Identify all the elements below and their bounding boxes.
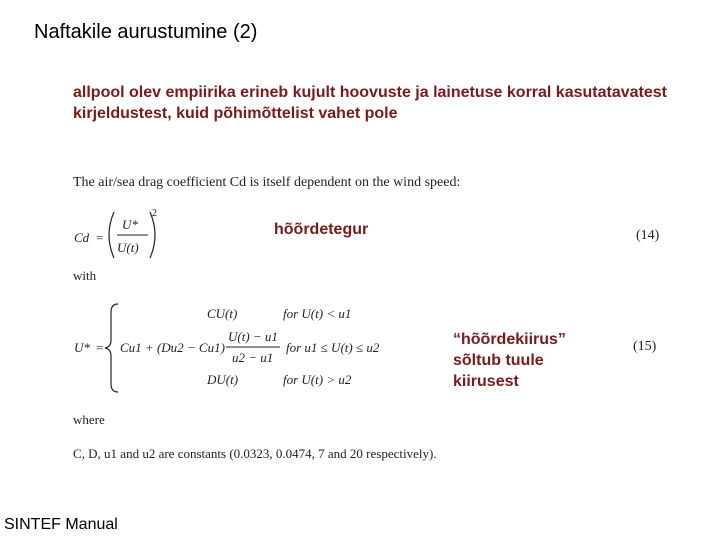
eq15-number: (15) — [633, 339, 657, 354]
drag-coefficient-note: hõõrdetegur — [274, 221, 369, 238]
slide-subtitle: allpool olev empiirika erineb kujult hoovuste ja lainetuse korral kasutatavatest kirjeldustest, kuid põhimõttelist vahet pole — [73, 84, 667, 122]
eq14-number: (14) — [636, 228, 660, 243]
eq14-numerator: U* — [122, 217, 138, 232]
eq15-case2-expr: Cu1 + (Du2 − Cu1) — [120, 340, 225, 355]
eq15-case2-cond: for u1 ≤ U(t) ≤ u2 — [286, 340, 380, 355]
eq14-lhs: Cd — [74, 230, 90, 245]
friction-velocity-note-line2: sõltub tuule — [453, 352, 544, 369]
eq15-case1-cond: for U(t) < u1 — [283, 306, 352, 321]
equation-intro: The air/sea drag coefficient Cd is itself dependent on the wind speed: — [73, 175, 461, 190]
eq15-case3-cond: for U(t) > u2 — [283, 372, 352, 387]
eq14-power: 2 — [152, 208, 157, 219]
constants-line: C, D, u1 and u2 are constants (0.0323, 0.0474, 7 and 20 respectively). — [73, 446, 437, 461]
eq15-left-brace — [105, 304, 118, 392]
eq14-left-paren — [109, 212, 114, 258]
eq15-case1-expr: CU(t) — [207, 306, 238, 321]
eq14-equals: = — [96, 230, 104, 245]
eq14-denominator: U(t) — [117, 240, 139, 255]
eq15-lhs: U* — [74, 340, 90, 355]
with-label: with — [73, 268, 97, 283]
eq15-case3-expr: DU(t) — [207, 372, 239, 387]
friction-velocity-note — [453, 329, 566, 392]
friction-velocity-note-line3: kiirusest — [453, 373, 519, 390]
source-footer: SINTEF Manual — [4, 516, 118, 533]
eq15-case2-denominator: u2 − u1 — [232, 350, 274, 365]
slide-title: Naftakile aurustumine (2) — [34, 21, 258, 43]
eq15-case2-numerator: U(t) − u1 — [228, 329, 278, 344]
friction-velocity-note-line1: “hõõrdekiirus” — [453, 331, 566, 348]
where-label: where — [73, 412, 105, 427]
eq15-equals: = — [96, 340, 104, 355]
